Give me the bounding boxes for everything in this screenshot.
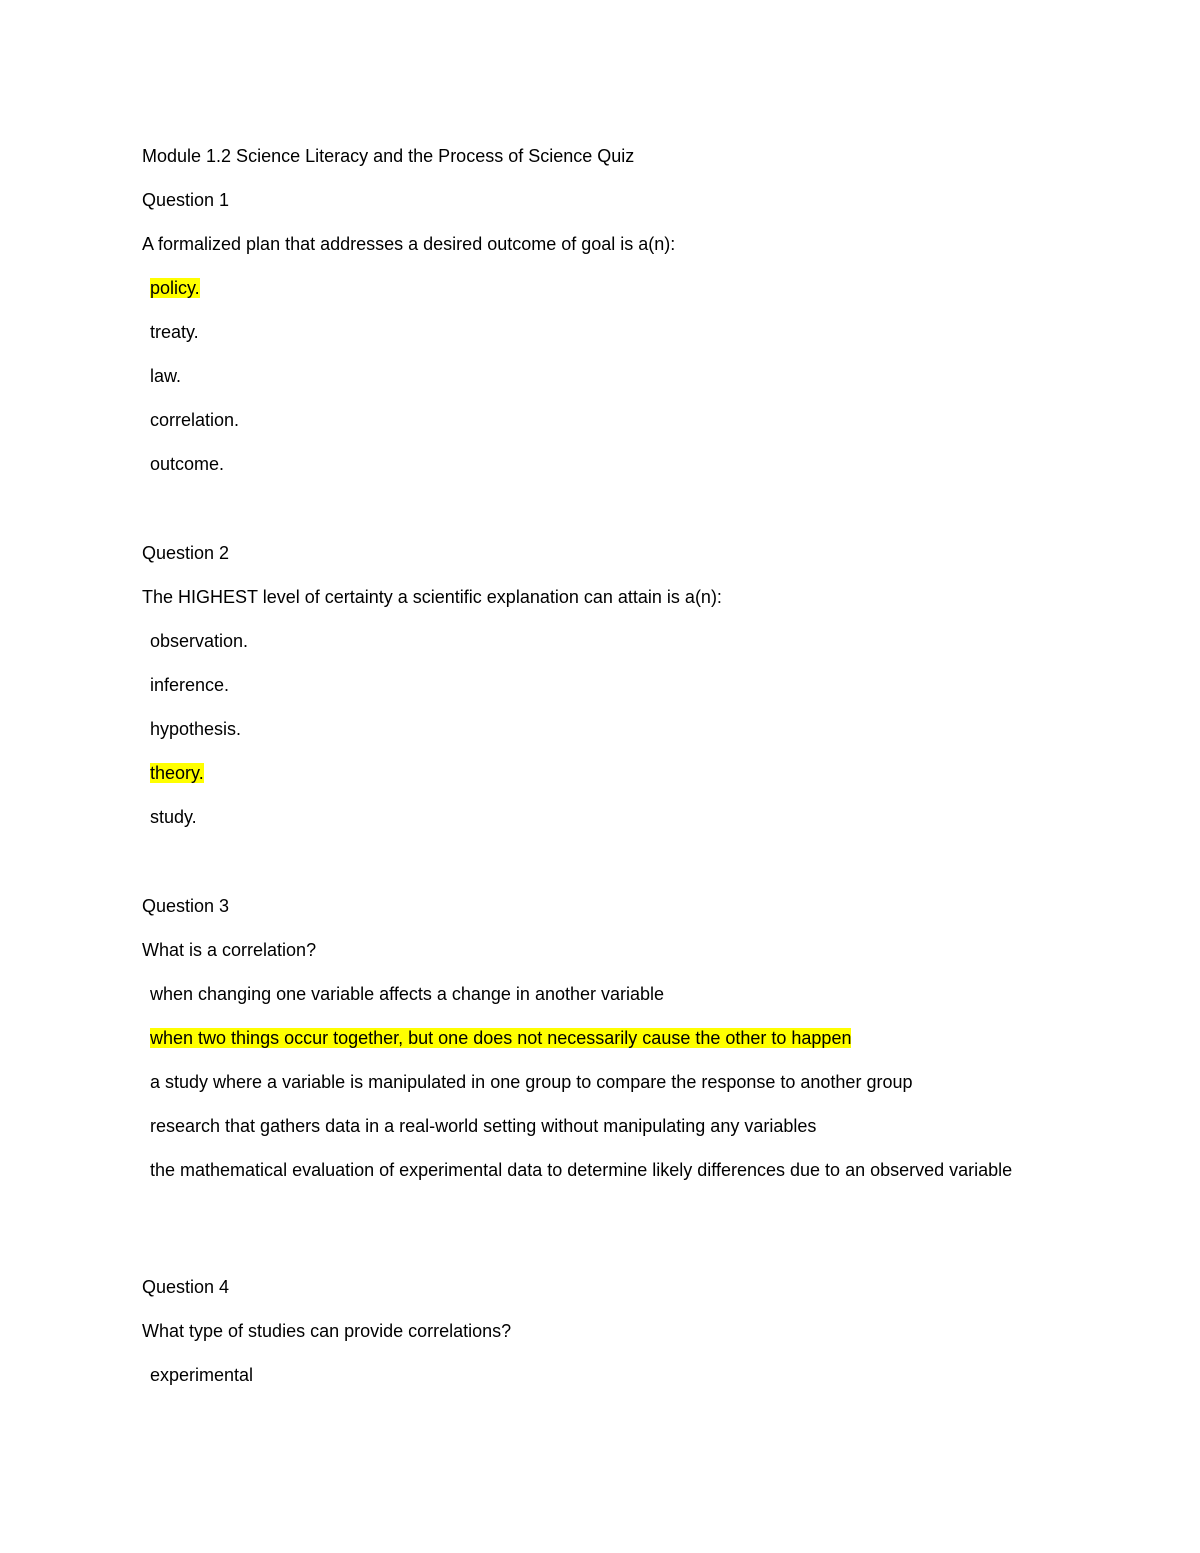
question-3-option-5: the mathematical evaluation of experimental data to determine likely differences due to an observed variable bbox=[150, 1160, 1013, 1180]
question-4-label: Question 4 bbox=[142, 1277, 230, 1297]
question-3-label: Question 3 bbox=[142, 896, 230, 916]
question-2-option-2: inference. bbox=[150, 675, 230, 695]
question-1-option-5: outcome. bbox=[150, 454, 225, 474]
question-3-prompt: What is a correlation? bbox=[142, 940, 317, 960]
question-3-option-2 bbox=[150, 1027, 851, 1049]
answer-highlight: policy. bbox=[150, 278, 200, 298]
question-1-option-2: treaty. bbox=[150, 322, 199, 342]
question-2-option-1: observation. bbox=[150, 631, 249, 651]
question-1-option-3: law. bbox=[150, 366, 182, 386]
question-2-option-4 bbox=[150, 762, 204, 784]
answer-highlight: theory. bbox=[150, 763, 204, 783]
question-4-prompt: What type of studies can provide correlations? bbox=[142, 1321, 512, 1341]
question-2-option-5: study. bbox=[150, 807, 197, 827]
document-title: Module 1.2 Science Literacy and the Process of Science Quiz bbox=[142, 146, 635, 166]
question-1-prompt: A formalized plan that addresses a desired outcome of goal is a(n): bbox=[142, 234, 676, 254]
question-1-label: Question 1 bbox=[142, 190, 230, 210]
question-1-option-1 bbox=[150, 277, 200, 299]
question-2-prompt: The HIGHEST level of certainty a scientific explanation can attain is a(n): bbox=[142, 587, 722, 607]
question-4-option-1: experimental bbox=[150, 1365, 254, 1385]
question-2-option-3: hypothesis. bbox=[150, 719, 242, 739]
question-2-label: Question 2 bbox=[142, 543, 230, 563]
answer-highlight: when two things occur together, but one does not necessarily cause the other to happen bbox=[150, 1028, 852, 1048]
question-1-option-4: correlation. bbox=[150, 410, 240, 430]
question-3-option-3: a study where a variable is manipulated in one group to compare the response to another group bbox=[150, 1072, 913, 1092]
question-3-option-4: research that gathers data in a real-world setting without manipulating any variables bbox=[150, 1116, 817, 1136]
question-3-option-1: when changing one variable affects a change in another variable bbox=[150, 984, 665, 1004]
